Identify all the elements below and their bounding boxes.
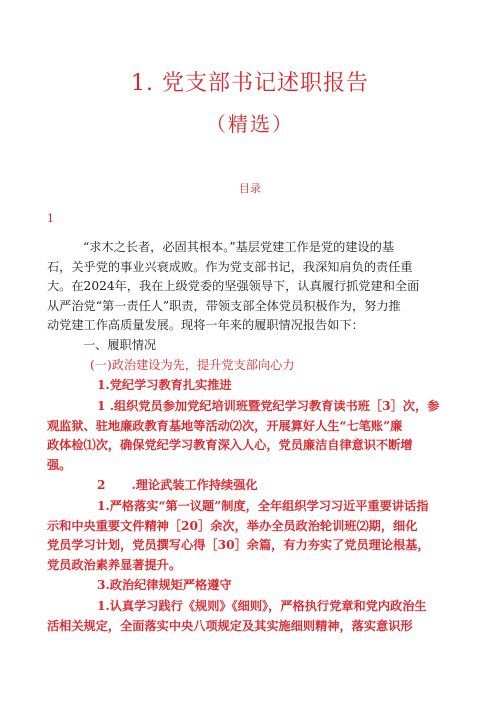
page-title: 1. 党支部书记述职报告 bbox=[131, 71, 369, 96]
intro-line: 动党建工作高质量发展。现将一年来的履职情况报告如下： bbox=[47, 318, 364, 332]
para-line: 活相关规定，全面落实中央八项规定及其实施细则精神，落实意识形 bbox=[47, 618, 413, 633]
intro-paragraph bbox=[47, 238, 455, 336]
para-line: 党员学习计划，党员撰写心得［30］余篇，有力夯实了党员理论根基， bbox=[47, 538, 430, 552]
item-number: 2 bbox=[97, 478, 106, 492]
intro-line: 大。在2024年，我在上级党委的坚强领导下，认真履行抓党建和全面 bbox=[47, 279, 420, 293]
para-line: 强。 bbox=[47, 457, 72, 472]
intro-line: 从严治党“第一责任人”职责，带领支部全体党员积极作为，努力推 bbox=[47, 298, 401, 313]
page-subtitle: （精选） bbox=[206, 112, 294, 136]
para-line: 1.严格落实“第一议题”制度，全年组织学习习近平重要讲话指 bbox=[97, 499, 429, 513]
para-line: 观监狱、驻地廉政教育基地等活动⑵次，开展算好人生“七笔账”廉 bbox=[47, 418, 403, 433]
intro-line: 石，关乎党的事业兴衰成败。作为党支部书记，我深知肩负的责任重 bbox=[47, 259, 413, 274]
para-line: 政体检⑴次，确保党纪学习教育深入人心，党员廉洁自律意识不断增 bbox=[47, 438, 413, 452]
subsection-heading: (一)政治建设为先，提升党支部向心力 bbox=[90, 358, 295, 372]
item-title: .理论武装工作持续强化 bbox=[131, 478, 258, 492]
para-line: 党员政治素养显著提升。 bbox=[47, 557, 182, 572]
toc-heading: 目录 bbox=[239, 182, 261, 195]
intro-line: “求木之长者，必固其根本。”基层党建工作是党的建设的基 bbox=[83, 240, 395, 254]
para-line: 1.认真学习践行《规则》《细则》，严格执行党章和党内政治生 bbox=[97, 599, 427, 613]
para-line: 1 .组织党员参加党纪培训班暨党纪学习教育读书班［3］次，参 bbox=[97, 399, 440, 413]
item-heading-2 bbox=[97, 476, 500, 496]
section-heading: 一、履职情况 bbox=[83, 338, 157, 352]
item-paragraph-1 bbox=[47, 397, 455, 475]
item-heading-3: 3.政治纪律规矩严格遵守 bbox=[97, 578, 232, 592]
toc-entry-number: 1 bbox=[47, 212, 54, 225]
item-paragraph-2 bbox=[47, 497, 455, 575]
para-line: 示和中央重要文件精神［20］余次，举办全员政治轮训班⑵期，细化 bbox=[47, 518, 418, 533]
item-paragraph-3 bbox=[47, 597, 455, 636]
item-heading-1: 1.党纪学习教育扎实推进 bbox=[97, 378, 232, 392]
